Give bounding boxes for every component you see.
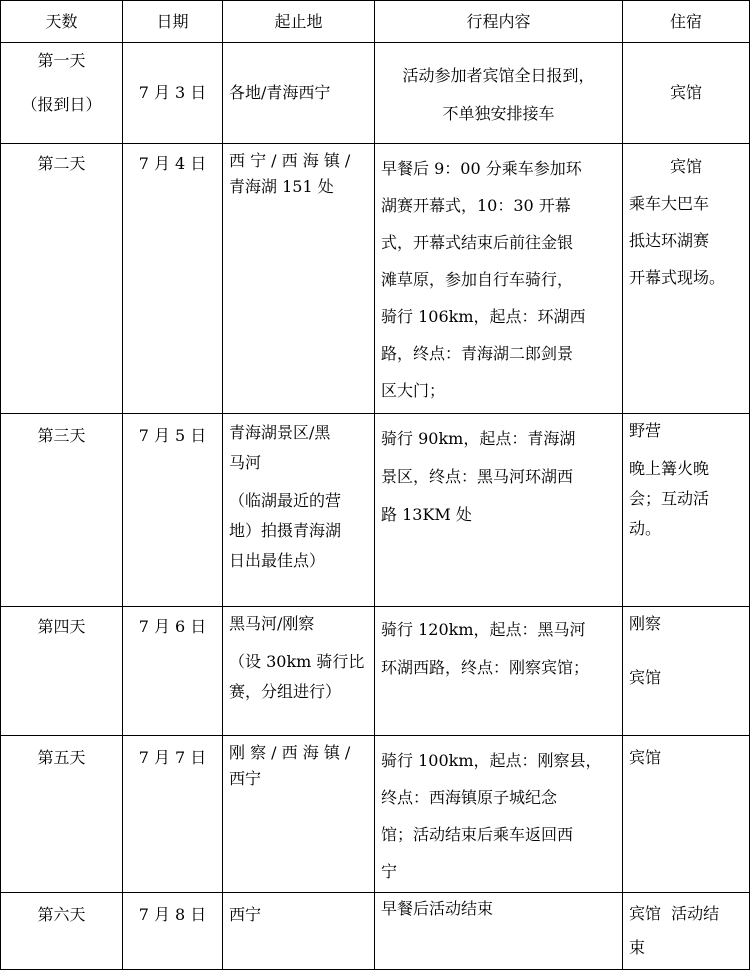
route-line: 西 宁 / 西 海 镇 / <box>229 151 351 170</box>
itinerary-line: 骑行 90km，起点：青海湖 <box>381 429 576 448</box>
itinerary-line: 终点：西海镇原子城纪念 <box>381 788 558 807</box>
itinerary-line: 路 13KM 处 <box>381 505 472 524</box>
table-row-day2 <box>1 144 750 414</box>
route-line: 西宁 <box>229 905 262 924</box>
table-row-day3 <box>1 414 750 607</box>
itinerary-cell <box>375 144 623 414</box>
route-line: （设 30km 骑行比 <box>229 652 365 671</box>
route-line: 黑马河/刚察 <box>229 614 315 633</box>
route-line: 马河 <box>229 453 262 472</box>
lodging-cell <box>623 414 750 607</box>
lodging-line: 野营 <box>629 421 662 440</box>
route-line: 地）拍摄青海湖 <box>229 521 342 540</box>
table-row-day6 <box>1 893 750 970</box>
day-cell: 第二天 <box>1 144 123 414</box>
header-lodging: 住宿 <box>623 1 750 43</box>
route-line: 赛，分组进行） <box>229 682 342 701</box>
lodging-line: 晚上篝火晚 <box>629 459 710 478</box>
lodging-cell <box>623 144 750 414</box>
date-cell: 7 月 7 日 <box>123 736 223 893</box>
itinerary-line: 环湖西路，终点：刚察宾馆； <box>381 658 590 677</box>
date-cell: 7 月 8 日 <box>123 893 223 970</box>
route-cell <box>223 144 375 414</box>
lodging-line: 开幕式现场。 <box>629 268 726 287</box>
lodging-line: 宾馆 <box>669 83 702 102</box>
itinerary-cell <box>375 893 623 970</box>
table-row-day4 <box>1 607 750 736</box>
route-line: （临湖最近的营 <box>229 491 342 510</box>
itinerary-line: 景区，终点：黑马河环湖西 <box>381 467 574 486</box>
itinerary-cell <box>375 43 623 144</box>
route-line: 刚 察 / 西 海 镇 / <box>229 743 351 762</box>
itinerary-line: 活动参加者宾馆全日报到， <box>402 66 595 85</box>
table-row-day1 <box>1 43 750 144</box>
day-cell: 第五天 <box>1 736 123 893</box>
itinerary-line: 馆；活动结束后乘车返回西 <box>381 825 574 844</box>
itinerary-line: 滩草原，参加自行车骑行， <box>381 270 574 289</box>
day-cell: 第四天 <box>1 607 123 736</box>
day-cell: 第六天 <box>1 893 123 970</box>
lodging-cell <box>623 43 750 144</box>
lodging-cell <box>623 736 750 893</box>
lodging-line: 束 <box>629 938 646 957</box>
day-note: （报到日） <box>21 95 102 114</box>
header-itinerary: 行程内容 <box>375 1 623 43</box>
lodging-line: 宾馆 <box>629 748 662 767</box>
header-day: 天数 <box>1 1 123 43</box>
lodging-cell <box>623 893 750 970</box>
route-cell <box>223 43 375 144</box>
itinerary-line: 早餐后活动结束 <box>381 899 494 918</box>
table-row-day5 <box>1 736 750 893</box>
itinerary-line: 式，开幕式结束后前往金银 <box>381 233 574 252</box>
itinerary-cell <box>375 414 623 607</box>
date-cell: 7 月 4 日 <box>123 144 223 414</box>
lodging-line: 抵达环湖赛 <box>629 231 710 250</box>
header-route: 起止地 <box>223 1 375 43</box>
route-line: 西宁 <box>229 769 262 788</box>
itinerary-line: 不单独安排接车 <box>442 104 555 123</box>
route-line: 各地/青海西宁 <box>229 83 331 102</box>
lodging-line: 动。 <box>629 519 662 538</box>
day-cell: 第三天 <box>1 414 123 607</box>
date-cell: 7 月 6 日 <box>123 607 223 736</box>
route-cell <box>223 736 375 893</box>
date-cell: 7 月 3 日 <box>123 43 223 144</box>
itinerary-line: 早餐后 9：00 分乘车参加环 <box>381 159 582 178</box>
itinerary-line: 骑行 106km，起点：环湖西 <box>381 307 586 326</box>
lodging-line: 宾馆 <box>629 668 662 687</box>
itinerary-line: 骑行 120km，起点：黑马河 <box>381 620 586 639</box>
lodging-line: 刚察 <box>629 614 662 633</box>
lodging-line: 会；互动活 <box>629 489 710 508</box>
itinerary-line: 湖赛开幕式，10：30 开幕 <box>381 196 571 215</box>
itinerary-line: 宁 <box>381 862 398 881</box>
lodging-line: 宾馆 <box>669 157 702 176</box>
header-date: 日期 <box>123 1 223 43</box>
itinerary-cell <box>375 736 623 893</box>
lodging-line: 宾馆 活动结 <box>629 904 720 923</box>
route-line: 青海湖景区/黑 <box>229 423 331 442</box>
date-cell: 7 月 5 日 <box>123 414 223 607</box>
itinerary-line: 骑行 100km，起点：刚察县， <box>381 751 602 770</box>
route-cell <box>223 414 375 607</box>
route-cell <box>223 893 375 970</box>
day-cell <box>1 43 123 144</box>
route-line: 日出最佳点） <box>229 551 326 570</box>
day-label: 第一天 <box>37 51 86 70</box>
route-cell <box>223 607 375 736</box>
itinerary-cell <box>375 607 623 736</box>
itinerary-line: 区大门； <box>381 381 446 400</box>
itinerary-line: 路，终点：青海湖二郎剑景 <box>381 344 574 363</box>
lodging-line: 乘车大巴车 <box>629 194 710 213</box>
header-row <box>1 1 750 43</box>
lodging-cell <box>623 607 750 736</box>
route-line: 青海湖 151 处 <box>229 177 334 196</box>
